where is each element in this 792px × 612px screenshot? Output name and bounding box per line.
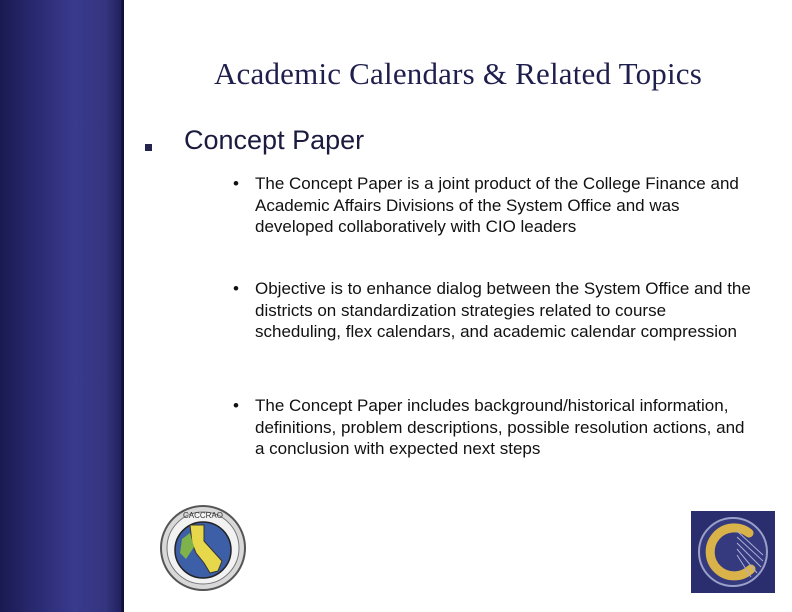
bullet-dot-icon: • [233, 279, 239, 298]
bullet-dot-icon: • [233, 396, 239, 415]
slide-title: Academic Calendars & Related Topics [213, 56, 703, 91]
california-seal-icon [152, 503, 254, 593]
slide-heading: Concept Paper [184, 125, 365, 155]
list-item [233, 395, 753, 460]
list-item-text: The Concept Paper includes background/historical information, definitions, problem descriptions, possible resolution actions, and a conclusion with expected next steps [255, 396, 745, 458]
list-item-text: The Concept Paper is a joint product of the College Finance and Academic Affairs Divisions of the System Office and was developed collaboratively with CIO leaders [255, 174, 739, 236]
seal-text: CACCRAO [182, 511, 224, 520]
list-item-text: Objective is to enhance dialog between the System Office and the districts on standardization strategies related to course scheduling, flex calendars, and academic calendar compression [255, 279, 751, 341]
list-item [233, 173, 753, 238]
list-item [233, 278, 753, 343]
bullet-dot-icon: • [233, 174, 239, 193]
square-bullet-icon [145, 144, 152, 151]
sidebar-decoration [0, 0, 124, 612]
community-colleges-c-logo-icon [691, 511, 775, 593]
